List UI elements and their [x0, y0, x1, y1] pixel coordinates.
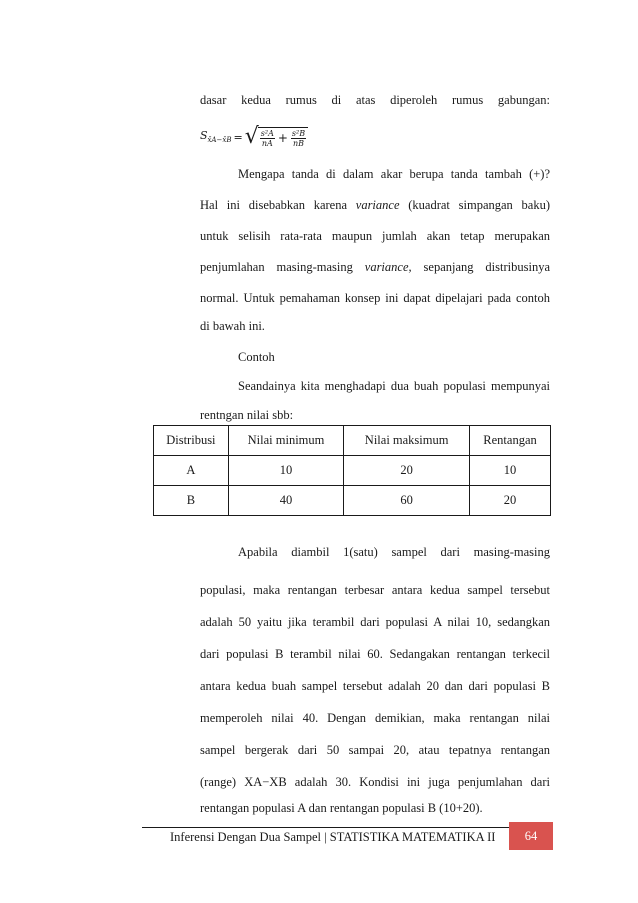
table-cell: 60 — [344, 486, 470, 516]
para3-line8: (range) XA−XB adalah 30. Kondisi ini juga penjumlahan dari — [200, 775, 550, 789]
footer-title: Inferensi Dengan Dua Sampel | STATISTIKA MATEMATIKA II — [170, 830, 496, 844]
contoh-label: Contoh — [238, 350, 275, 364]
table-cell: 20 — [344, 456, 470, 486]
para2-line2: rentngan nilai sbb: — [200, 408, 294, 422]
formula-term-a: $\frac{\text{s²A}}{nA}$ — [260, 128, 274, 148]
table-row — [154, 486, 551, 516]
para3-line6: memperoleh nilai 40. Dengan demikian, maka rentangan nilai — [200, 711, 550, 725]
para1-line6: di bawah ini. — [200, 319, 265, 333]
formula-equals: = — [233, 130, 243, 144]
radical-icon: √ — [244, 124, 259, 149]
page-number-badge: 64 — [509, 822, 553, 850]
para1-line4: penjumlahan masing-masing variance, sepanjang distribusinya — [200, 260, 550, 274]
table-cell: 20 — [470, 486, 551, 516]
para3-line1: Apabila diambil 1(satu) sampel dari masing-masing — [238, 545, 550, 559]
formula-plus: + — [277, 131, 288, 145]
table-cell: A — [154, 456, 229, 486]
table-row — [154, 456, 551, 486]
footer-divider — [142, 827, 552, 828]
table-cell: 10 — [228, 456, 343, 486]
range-table — [153, 425, 551, 516]
standard-error-formula — [200, 122, 308, 152]
para3-line5: antara kedua buah sampel tersebut adalah 20 dan dari populasi B — [200, 679, 550, 693]
para1-line2: Hal ini disebabkan karena variance (kuadrat simpangan baku) — [200, 198, 550, 212]
table-header: Nilai minimum — [228, 426, 343, 456]
para3-line2: populasi, maka rentangan terbesar antara kedua sampel tersebut — [200, 583, 550, 597]
table-cell: B — [154, 486, 229, 516]
table-cell: 40 — [228, 486, 343, 516]
para3-line7: sampel bergerak dari 50 sampai 20, atau tepatnya rentangan — [200, 743, 550, 757]
table-header: Rentangan — [470, 426, 551, 456]
para3-line3: adalah 50 yaitu jika terambil dari populasi A nilai 10, sedangkan — [200, 615, 550, 629]
para1-line3: untuk selisih rata-rata maupun jumlah akan tetap merupakan — [200, 229, 550, 243]
formula-sqrt — [245, 126, 308, 148]
para3-line4: dari populasi B terambil nilai 60. Sedangakan rentangan terkecil — [200, 647, 550, 661]
table-header: Nilai maksimum — [344, 426, 470, 456]
para2-line1: Seandainya kita menghadapi dua buah populasi mempunyai — [238, 379, 550, 393]
formula-term-b: $\frac{\text{s²B}}{nB}$ — [291, 128, 306, 148]
table-cell: 10 — [470, 456, 551, 486]
formula-lhs: $S_{x̄A-x̄B}$ — [200, 129, 232, 145]
para1-line1: Mengapa tanda di dalam akar berupa tanda tambah (+)? — [238, 167, 550, 181]
intro-line: dasar kedua rumus di atas diperoleh rumus gabungan: — [200, 93, 550, 107]
table-header: Distribusi — [154, 426, 229, 456]
para1-line5: normal. Untuk pemahaman konsep ini dapat dipelajari pada contoh — [200, 291, 550, 305]
table-header-row — [154, 426, 551, 456]
para3-line9: rentangan populasi A dan rentangan populasi B (10+20). — [200, 801, 483, 815]
